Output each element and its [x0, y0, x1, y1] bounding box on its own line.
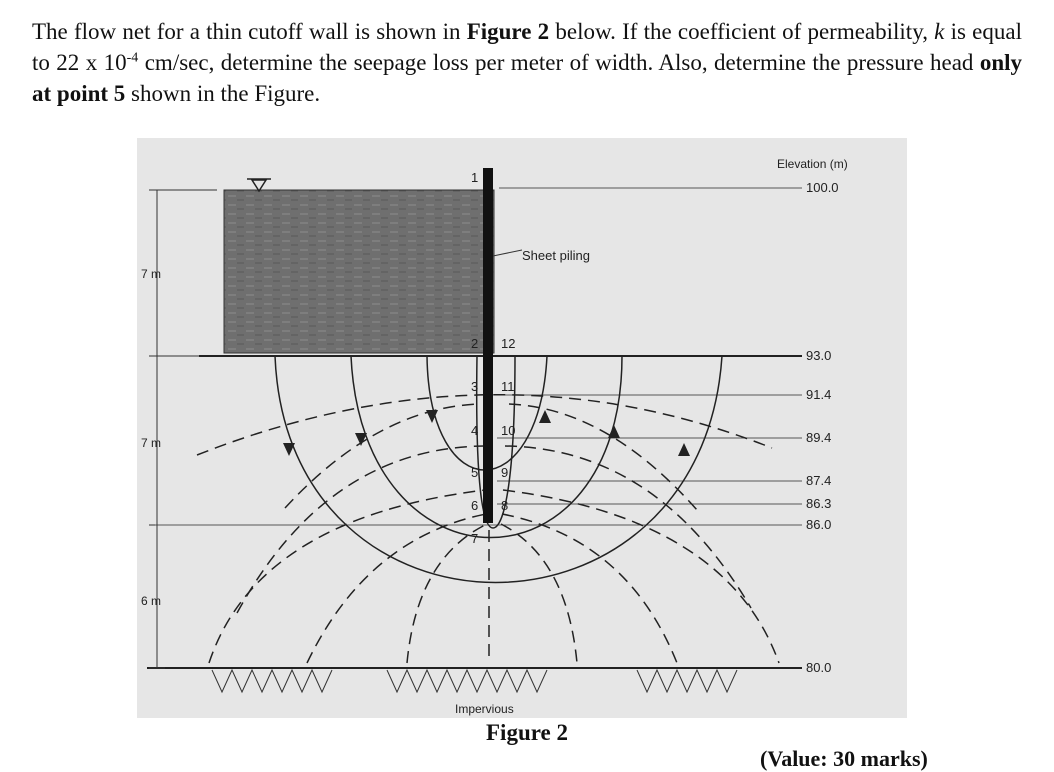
point-label: 6 — [471, 498, 479, 513]
elevation-header: Elevation (m) — [777, 157, 848, 171]
elevation-label: 86.0 — [806, 517, 832, 532]
point-label: 3 — [471, 379, 479, 394]
dimension-label: 7 m — [141, 436, 162, 450]
figure-caption: Figure 2 — [486, 720, 568, 745]
figure-reference: Figure 2 — [466, 19, 550, 44]
marks-note: (Value: 30 marks) — [760, 746, 928, 771]
flow-net-figure — [137, 138, 907, 723]
sheet-piling-label: Sheet piling — [522, 248, 590, 263]
impervious-label: Impervious — [455, 702, 514, 716]
elevation-label: 87.4 — [806, 473, 832, 488]
elevation-label: 80.0 — [806, 660, 832, 675]
dimension-label: 7 m — [141, 267, 162, 281]
point-label: 8 — [501, 498, 509, 513]
point-label: 11 — [501, 379, 515, 394]
exponent: -4 — [126, 50, 139, 66]
point-label: 1 — [471, 170, 479, 185]
k-variable: k — [934, 19, 945, 44]
point-label: 2 — [471, 336, 479, 351]
reservoir-water — [224, 190, 494, 353]
sheet-piling — [483, 168, 493, 523]
point-label: 12 — [501, 336, 516, 351]
dimension-label: 6 m — [141, 594, 162, 608]
problem-statement: The flow net for a thin cutoff wall is shown in Figure 2 below. If the coefficient of permeability, k is equal to 22 x $10^{-4}$ cm/sec, determine the seepage loss per meter of width. Also, determine the pressure head only at point 5 shown in the Figure. — [32, 19, 1022, 106]
elevation-label: 100.0 — [806, 180, 839, 195]
point-label: 4 — [471, 423, 479, 438]
point-label: 7 — [471, 531, 479, 546]
point-label: 9 — [501, 465, 509, 480]
point-label: 10 — [501, 423, 516, 438]
elevation-label: 91.4 — [806, 387, 832, 402]
elevation-label: 86.3 — [806, 496, 832, 511]
elevation-label: 93.0 — [806, 348, 832, 363]
point-label: 5 — [471, 465, 479, 480]
point-reference: only at point 5 — [32, 50, 1022, 106]
elevation-label: 89.4 — [806, 430, 832, 445]
